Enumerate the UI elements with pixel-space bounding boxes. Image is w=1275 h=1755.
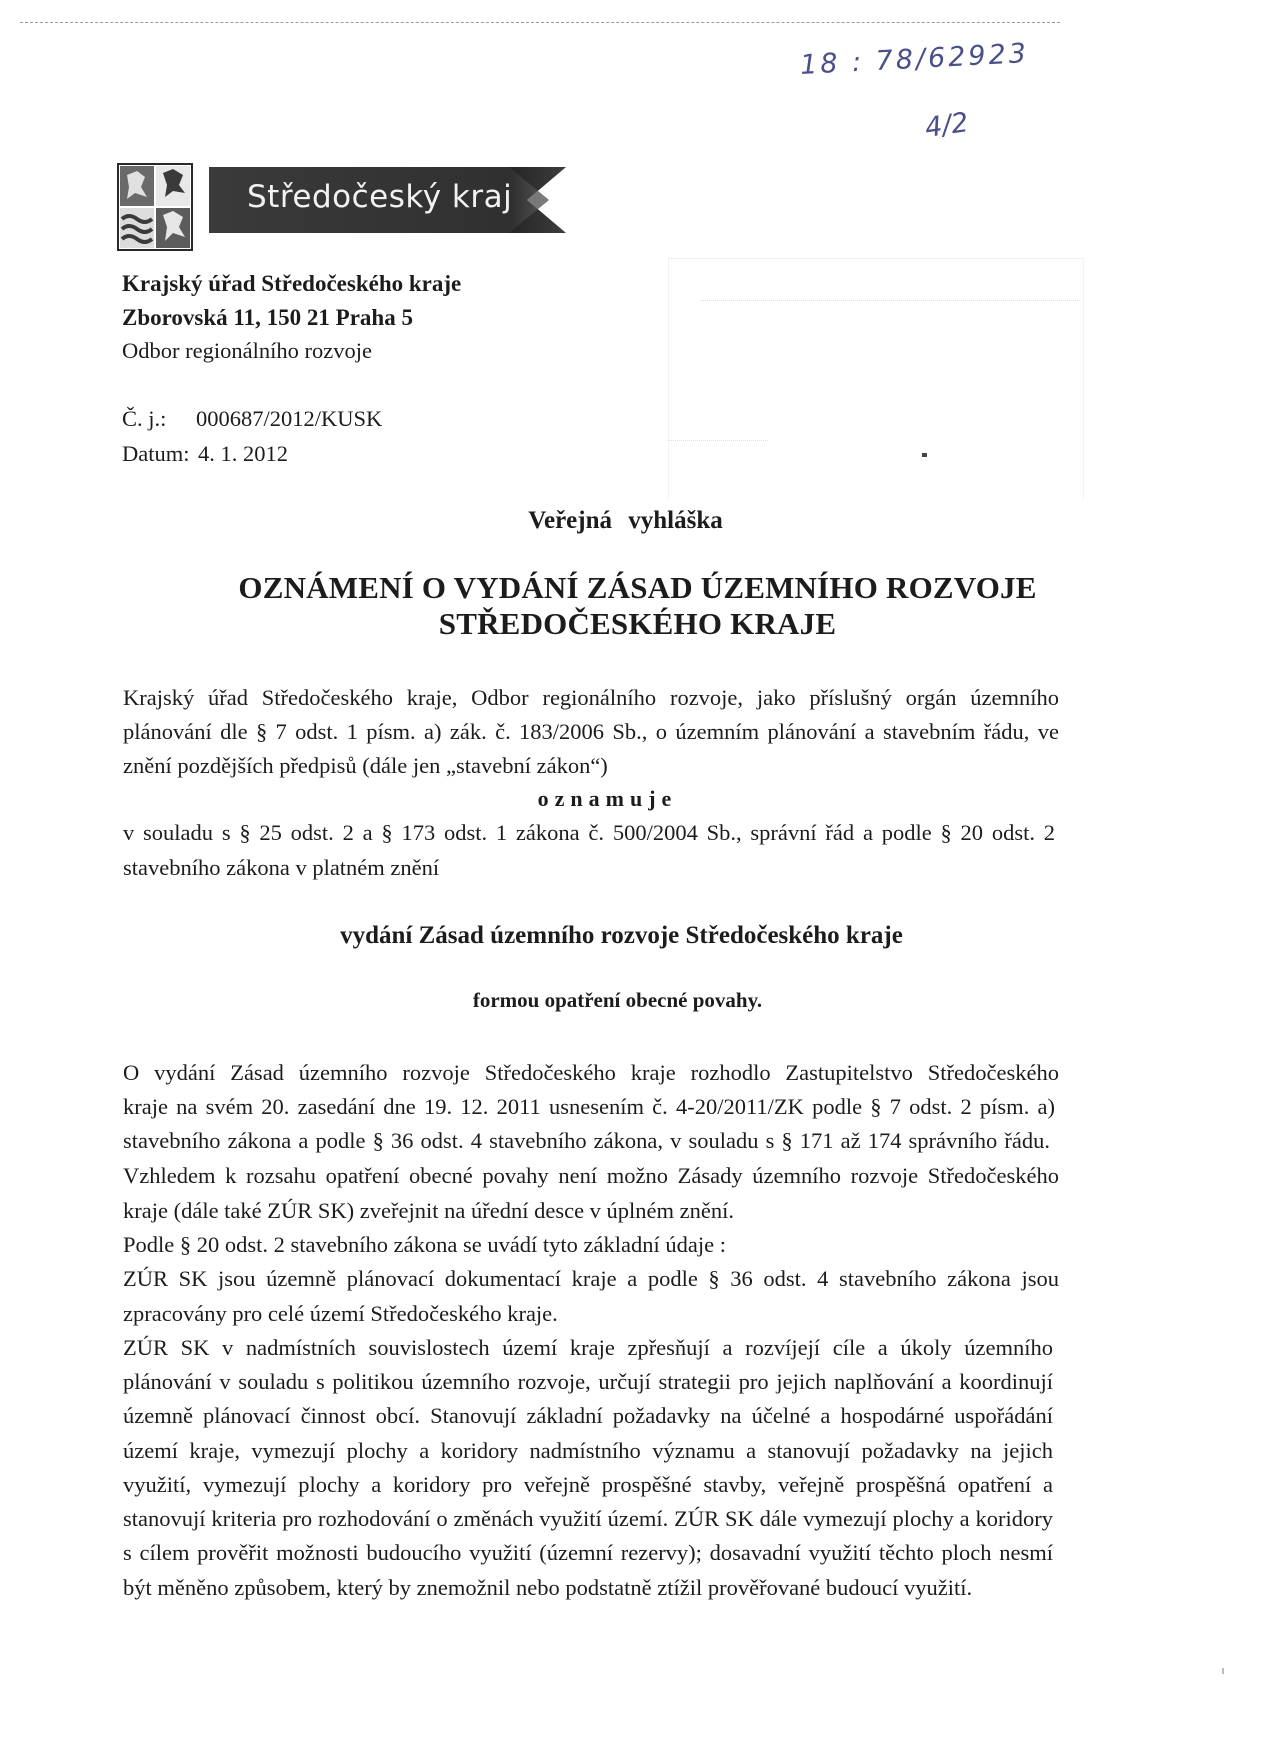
reference-number: 000687/2012/KUSK [196,406,383,431]
legal-basis-line2: stavebního zákona v platném znění [123,855,440,880]
body-p4-line1: ZÚR SK jsou územně plánovací dokumentací kraje a podle § 36 odst. 4 stavebního zákona jsou [123,1266,1059,1291]
handwritten-reference-number: 18 : 78/62923 [799,38,1030,81]
handwritten-page-fraction: 4/2 [923,107,971,144]
announce-word: oznamuje [537,786,678,811]
scan-edge-line [20,22,1060,23]
body-p5-line3: územně plánovací činnost obcí. Stanovují základní požadavky na účelné a hospodárné uspořádání [123,1403,1053,1428]
main-title-line2: STŘEDOČESKÉHO KRAJE [438,606,837,641]
body-p2-line2: kraje (dále také ZÚR SK) zveřejnit na úřední desce v úplném znění. [123,1198,735,1223]
body-p5-line1: ZÚR SK v nadmístních souvislostech území kraje zpřesňují a rozvíjejí cíle a úkoly územního [123,1335,1053,1360]
body-p5-line8: být měněno způsobem, který by znemožnil nebo podstatně ztížil prověřované budoucí využití. [123,1575,973,1600]
sender-office: Krajský úřad Středočeského kraje [122,271,462,296]
legal-basis-line1: v souladu s § 25 odst. 2 a § 173 odst. 1 zákona č. 500/2004 Sb., správní řád a podle § 20 odst. 2 [123,820,1055,845]
body-p5-line2: plánování v souladu s politikou územního rozvoje, určují strategii pro jejich naplňování a koordinují [123,1369,1053,1394]
body-p3-line1: Podle § 20 odst. 2 stavebního zákona se uvádí tyto základní údaje : [123,1232,726,1257]
region-name: Středočeský kraj [247,179,513,215]
coat-of-arms-icon [117,163,193,253]
reference-label: Č. j.: [122,406,167,431]
body-p1-line1: O vydání Zásad územního rozvoje Středočeského kraje rozhodlo Zastupitelstvo Středočeského [123,1060,1059,1085]
scan-speck [922,453,927,457]
intro-line3: znění pozdějších předpisů (dále jen „stavební zákon“) [123,753,608,778]
stamp-faint-line [668,440,768,441]
region-banner [209,167,566,233]
body-p2-line1: Vzhledem k rozsahu opatření obecné povahy není možno Zásady územního rozvoje Středočeského [123,1163,1059,1188]
date-label: Datum: [122,441,190,466]
body-p5-line7: s cílem prověřit možnosti budoucího využití (územní rezervy); dosavadní využití těchto ploch nesmí [123,1540,1053,1565]
body-p5-line6: stanovují kriteria pro rozhodování o změnách využití území. ZÚR SK dále vymezují plochy a koridory [123,1506,1053,1531]
notice-title: Veřejná vyhláška [528,507,723,534]
subject-heading: vydání Zásad územního rozvoje Středočeského kraje [340,922,903,949]
body-p5-line4: území kraje, vymezují plochy a koridory nadmístního významu a stanovují požadavky na jejich [123,1438,1053,1463]
receipt-stamp-area [668,258,1084,499]
body-p4-line2: zpracovány pro celé území Středočeského kraje. [123,1301,558,1326]
intro-line2: plánování dle § 7 odst. 1 písm. a) zák. č. 183/2006 Sb., o územním plánování a stavebním řádu, ve [123,719,1059,744]
date-value: 4. 1. 2012 [198,441,288,466]
sender-address: Zborovská 11, 150 21 Praha 5 [122,305,413,330]
stamp-faint-line [700,300,1080,301]
intro-line1: Krajský úřad Středočeského kraje, Odbor regionálního rozvoje, jako příslušný orgán územního [123,685,1059,710]
body-p1-line3: stavebního zákona a podle § 36 odst. 4 stavebního zákona, v souladu s § 171 až 174 správního řádu. [123,1128,1050,1153]
region-logo [117,163,567,255]
main-title-line1: OZNÁMENÍ O VYDÁNÍ ZÁSAD ÚZEMNÍHO ROZVOJE [238,570,1037,605]
body-p5-line5: využití, vymezují plochy a koridory pro veřejně prospěšné stavby, veřejně prospěšná opatření a [123,1472,1053,1497]
scan-speck [1222,1668,1224,1674]
body-p1-line2: kraje na svém 20. zasedání dne 19. 12. 2011 usnesením č. 4-20/2011/ZK podle § 7 odst. 2 písm. a) [123,1094,1055,1119]
sender-department: Odbor regionálního rozvoje [122,338,372,363]
form-heading: formou opatření obecné povahy. [472,988,763,1012]
